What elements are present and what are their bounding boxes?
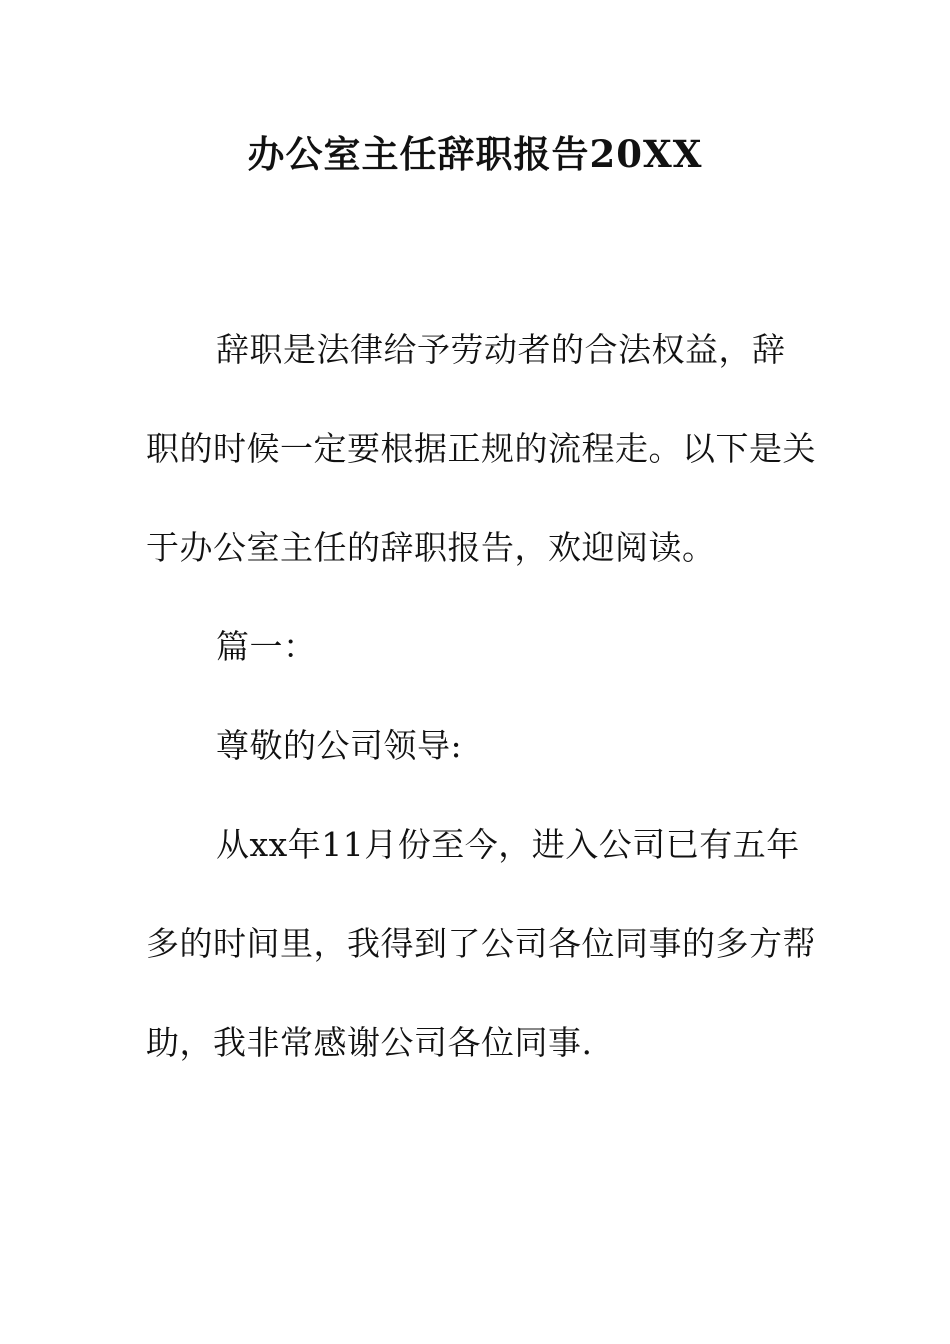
document-body [146, 300, 816, 1092]
letter-paragraph: 从xx年11月份至今，进入公司已有五年多的时间里，我得到了公司各位同事的多方帮助，我非常感谢公司各位同事. [146, 825, 816, 1062]
document-title: 办公室主任辞职报告20XX [247, 132, 703, 176]
section-heading: 篇一： [216, 627, 317, 666]
intro-paragraph: 辞职是法律给予劳动者的合法权益，辞职的时候一定要根据正规的流程走。以下是关于办公室主任的辞职报告，欢迎阅读。 [146, 330, 816, 567]
salutation: 尊敬的公司领导: [216, 726, 463, 765]
